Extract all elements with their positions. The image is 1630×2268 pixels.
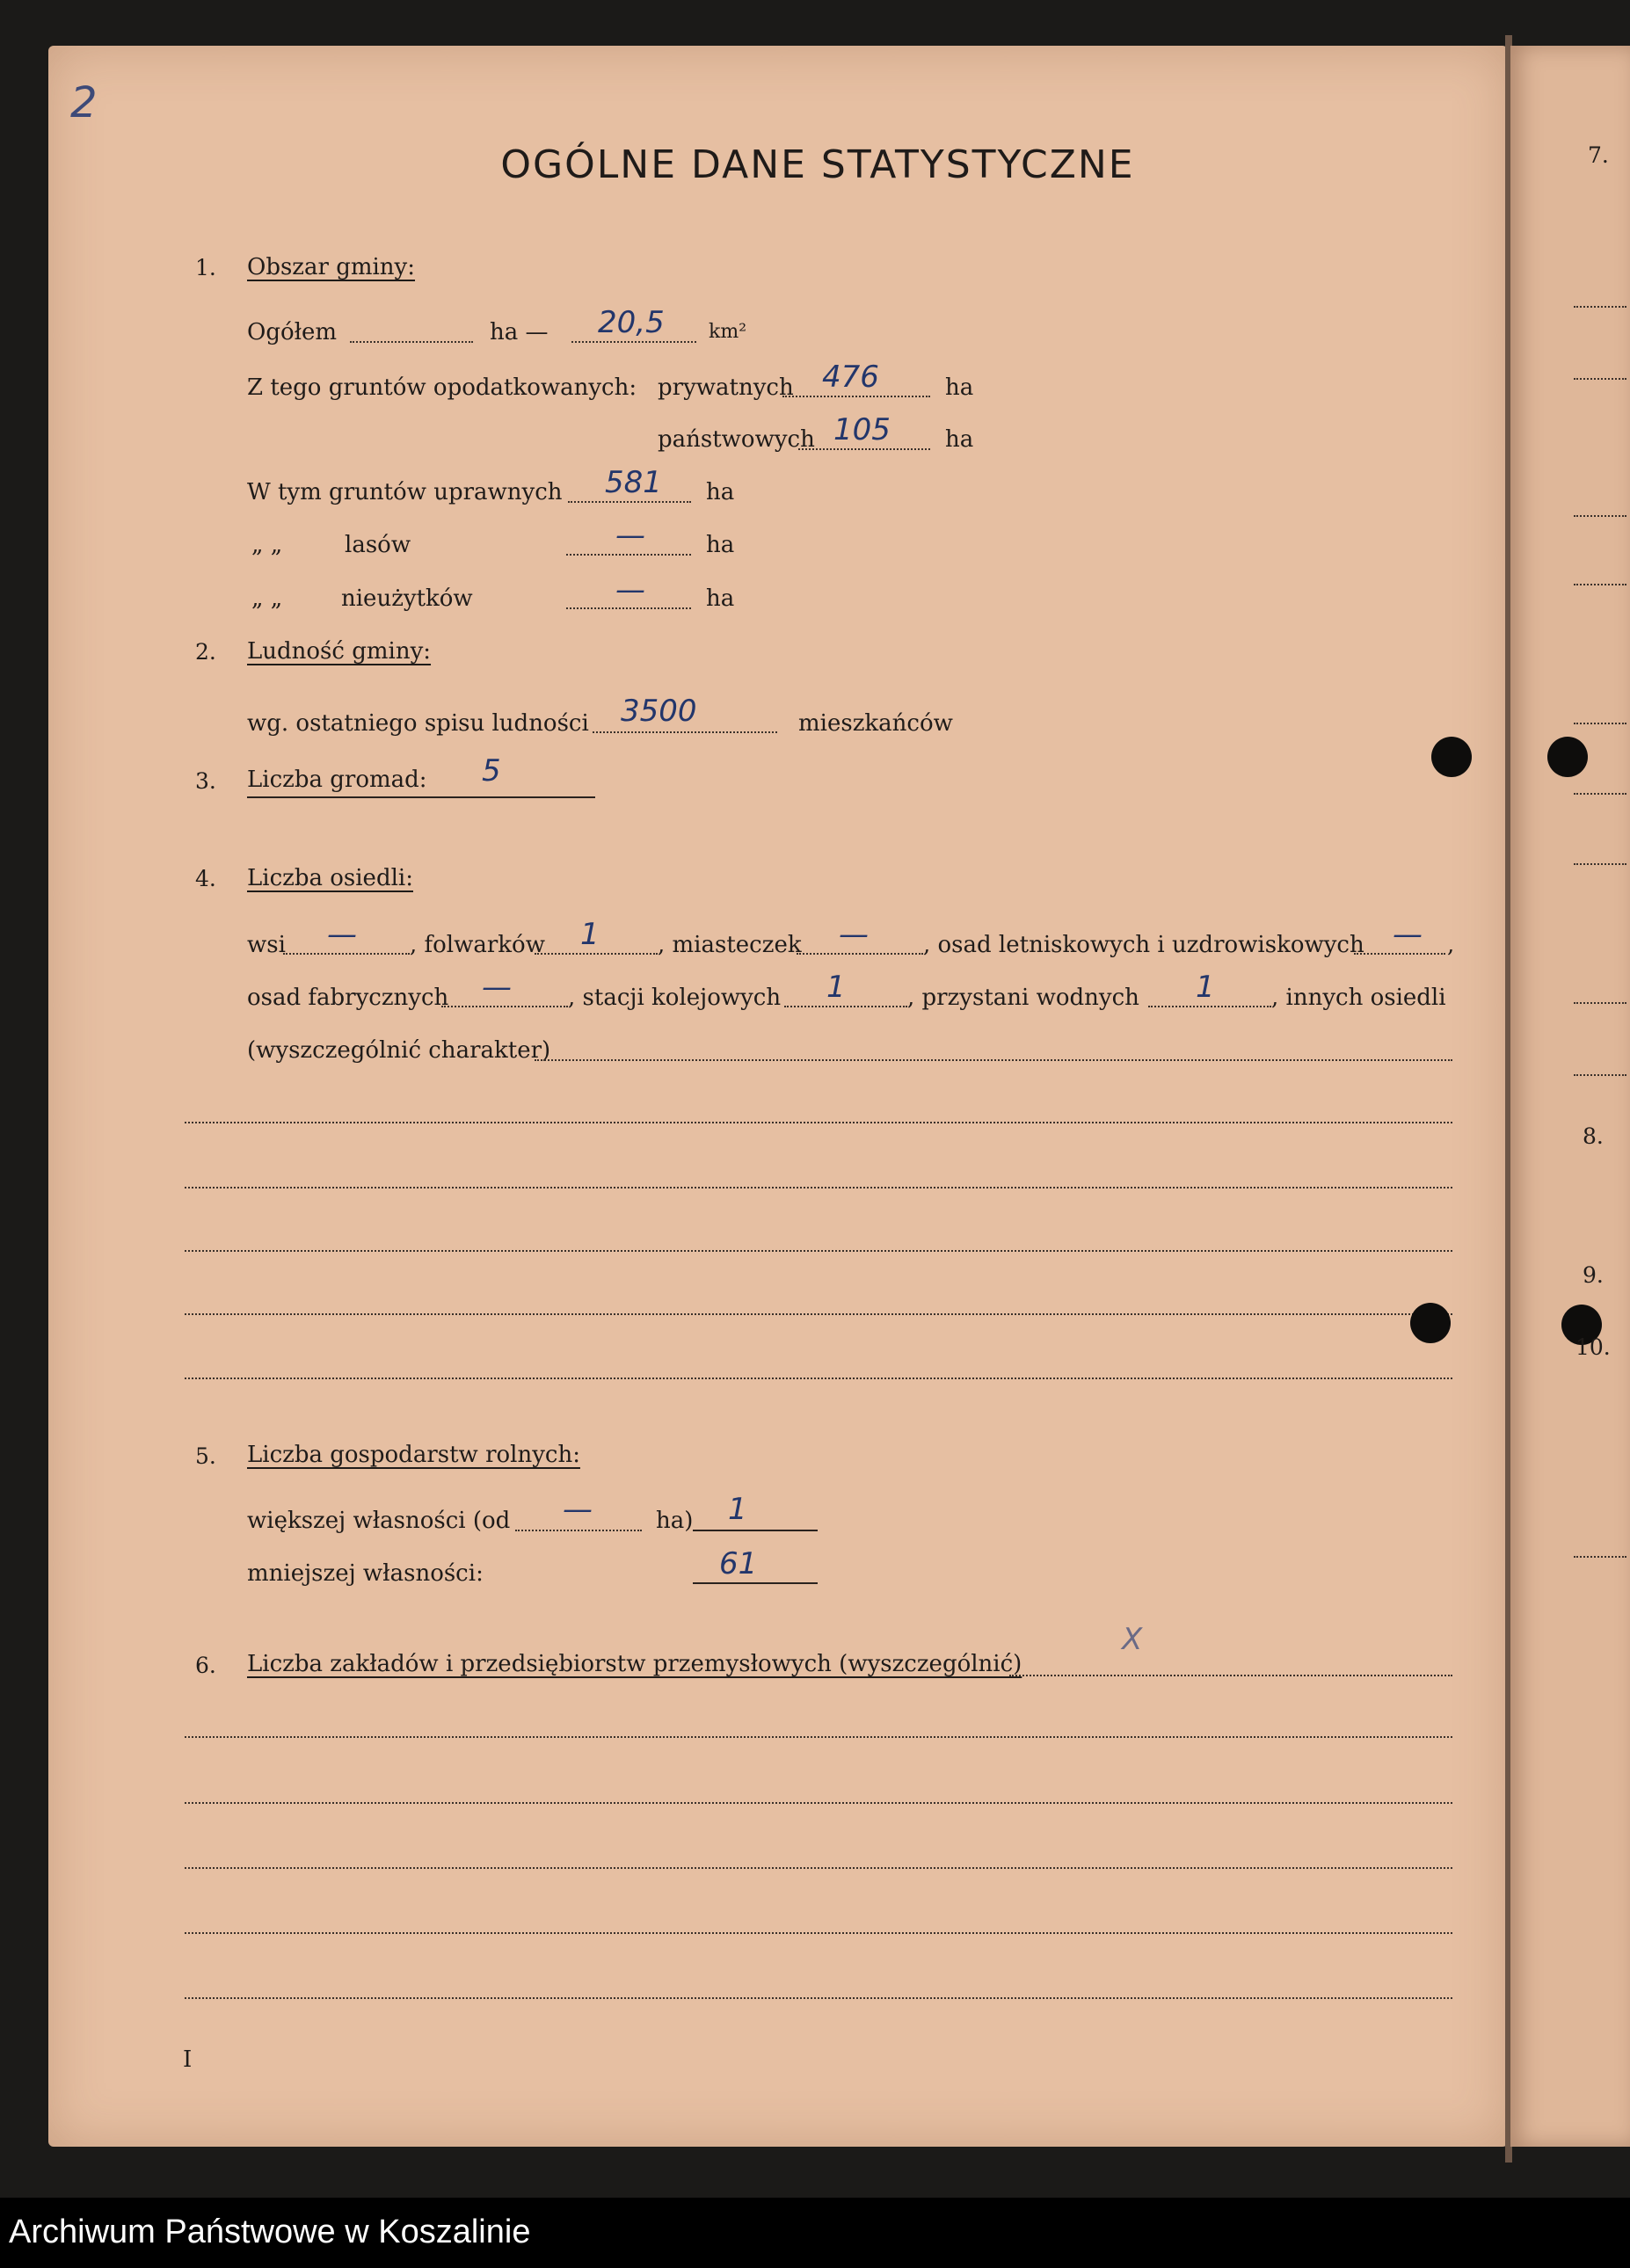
page2-line [1574,515,1626,517]
fabrycznych-blank [441,1006,568,1007]
uprawnych-blank [568,501,691,503]
punch-hole-1 [1431,737,1472,777]
archive-footer [0,2198,1630,2268]
prywatnych-label: prywatnych [658,374,794,401]
page2-number-7: 7. [1588,142,1609,168]
letniskowych-label: , osad letniskowych i uzdrowiskowych [923,932,1364,958]
folwarkow-label: , folwarków [410,932,545,958]
wiekszej-label: większej własności (od [247,1508,511,1534]
prywatnych-unit: ha [945,374,974,401]
document-page-right [1510,46,1630,2147]
lasow-unit: ha [706,532,735,558]
punch-hole-3 [1410,1303,1451,1343]
mieszkancow-label: mieszkańców [798,710,953,737]
lasow-blank [566,554,691,556]
uprawnych-value: 581 [605,465,662,500]
mniejszej-label: mniejszej własności: [247,1560,484,1587]
section-5-number: 5. [195,1443,216,1469]
page2-line [1574,1074,1626,1076]
letniskowych-value: — [1393,917,1423,952]
uprawnych-unit: ha [706,479,735,505]
page2-line [1574,793,1626,795]
page-number: I [183,2046,193,2073]
section-6-line-5 [185,1997,1452,1999]
wsi-label: wsi [247,932,286,958]
ogolem-label: Ogółem [247,319,338,345]
wiekszej-count-line [693,1530,818,1531]
corner-pencil-mark: 2 [70,78,98,127]
kolejowych-blank [784,1006,907,1007]
punch-hole-2 [1547,737,1588,777]
wodnych-blank [1148,1006,1271,1007]
page2-number-8: 8. [1583,1123,1604,1149]
section-4-line-1 [185,1122,1452,1123]
miasteczek-value: — [839,917,869,952]
letniskowych-blank [1354,953,1445,955]
section-6-number: 6. [195,1653,216,1678]
wsi-blank [283,953,410,955]
section-1-number: 1. [195,255,216,280]
kolejowych-label: , stacji kolejowych [568,985,782,1011]
section-4-line-2 [185,1187,1452,1189]
page2-line [1574,1556,1626,1558]
ogolem-km-blank [571,341,696,343]
miasteczek-blank [797,953,923,955]
ludnosc-value: 3500 [621,694,697,729]
archive-label: Archiwum Państwowe w Koszalinie [9,2213,531,2250]
page2-number-10: 10. [1575,1334,1611,1360]
gromad-underline [247,796,595,798]
section-4-line-3 [185,1250,1452,1252]
folwarkow-value: 1 [580,917,600,952]
section-4-heading: Liczba osiedli: [247,865,413,891]
page2-line [1574,306,1626,308]
document-page-left [48,46,1508,2147]
mniejszej-count: 61 [719,1546,758,1581]
fabrycznych-label: osad fabrycznych [247,985,449,1011]
section-6-line-2 [185,1802,1452,1804]
section-5-heading: Liczba gospodarstw rolnych: [247,1442,580,1468]
section-4-line-5 [185,1378,1452,1379]
lasow-quote-mark: „ „ [251,532,283,558]
fabrycznych-value: — [482,970,512,1005]
wodnych-value: 1 [1196,970,1215,1005]
innych-label: , innych osiedli [1271,985,1446,1011]
section-6-line-1 [185,1736,1452,1738]
nieuzytkow-blank [566,607,691,609]
page2-line [1574,1002,1626,1004]
section-3-heading: Liczba gromad: [247,767,427,793]
section-6-heading: Liczba zakładów i przedsiębiorstw przemysłowych (wyszczególnić) [247,1651,1022,1677]
section-1-heading: Obszar gminy: [247,254,416,280]
wodnych-label: , przystani wodnych [907,985,1139,1011]
ogolem-ha-blank [350,341,473,343]
wiekszej-blank [515,1530,642,1531]
miasteczek-label: , miasteczek [658,932,802,958]
uprawnych-label: W tym gruntów uprawnych [247,479,563,505]
ogolem-km-value: 20,5 [598,305,665,340]
ogolem-ha-label: ha — [490,319,549,345]
lasow-value: — [615,518,645,553]
nieuzytkow-unit: ha [706,585,735,612]
gromad-value: 5 [482,753,501,789]
prywatnych-blank [782,396,930,397]
section-4-line-4 [185,1313,1452,1315]
section-4-number: 4. [195,866,216,891]
folwarkow-blank [535,953,658,955]
lasow-label: lasów [345,532,411,558]
wiekszej-count: 1 [728,1492,747,1527]
page2-line [1574,584,1626,585]
nieuzytkow-value: — [615,572,645,607]
section-3-number: 3. [195,768,216,794]
section-6-line-3 [185,1867,1452,1869]
page2-line [1574,723,1626,724]
wsi-value: — [327,917,357,952]
wiekszej-value: — [563,1492,593,1527]
spis-ludnosci-label: wg. ostatniego spisu ludności [247,710,589,737]
page-title: OGÓLNE DANE STATYSTYCZNE [500,142,1135,187]
section-2-heading: Ludność gminy: [247,638,432,665]
z-tego-label: Z tego gruntów opodatkowanych: [247,374,637,401]
nieuzytkow-quote-mark: „ „ [251,585,283,612]
charakter-blank [535,1059,1452,1061]
letniskowych-comma: , [1447,932,1455,958]
charakter-label: (wyszczególnić charakter) [247,1037,551,1064]
mniejszej-count-line [693,1582,818,1584]
page2-line [1574,863,1626,865]
section-6-line-4 [185,1932,1452,1934]
page2-line [1574,378,1626,380]
ludnosc-blank [593,731,777,733]
page2-number-9: 9. [1583,1262,1604,1288]
wiekszej-ha-label: ha) [656,1508,694,1534]
panstwowych-label: państwowych [658,426,815,453]
section-6-heading-blank [1009,1675,1452,1676]
panstwowych-unit: ha [945,426,974,453]
kolejowych-value: 1 [826,970,846,1005]
km-unit: km² [709,321,747,343]
panstwowych-blank [798,448,930,450]
panstwowych-value: 105 [833,412,891,447]
prywatnych-value: 476 [822,360,879,395]
section-6-mark: X [1122,1622,1143,1657]
section-2-number: 2. [195,639,216,665]
nieuzytkow-label: nieużytków [341,585,473,612]
